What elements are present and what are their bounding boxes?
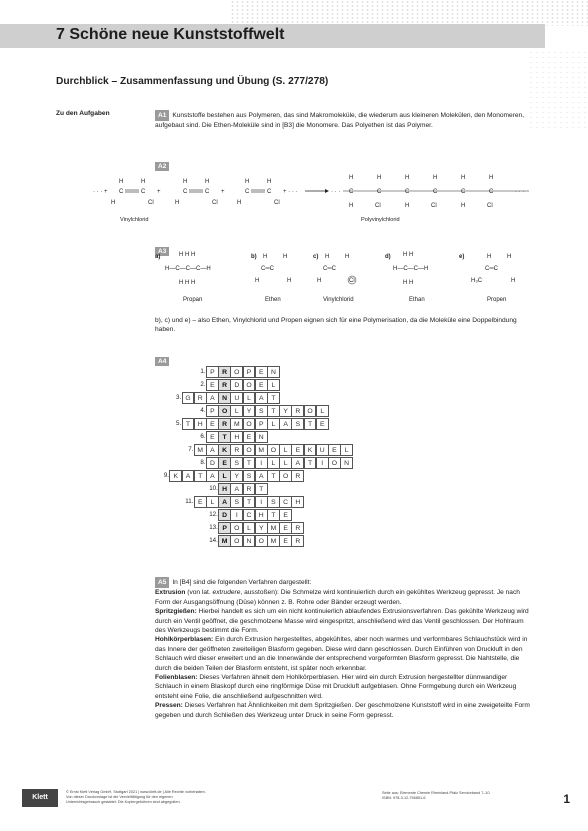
svg-text:C: C: [205, 189, 210, 195]
svg-text:C═C: C═C: [323, 266, 336, 272]
svg-text:H: H: [507, 254, 512, 260]
footer-left-line2: Von dieser Druckvorlage ist die Vervielfältigung für den eigenen: [66, 795, 173, 800]
svg-text:H H H: H H H: [179, 280, 196, 286]
svg-text:C: C: [349, 189, 354, 195]
crossword-cell: O: [304, 405, 317, 417]
crossword-row: [164, 443, 353, 456]
svg-text:· · · +: · · · +: [93, 189, 108, 195]
crossword-row: [152, 391, 280, 404]
crossword-cell: H: [194, 418, 207, 430]
crossword-cell: R: [218, 379, 231, 391]
svg-text:Cl: Cl: [375, 203, 381, 209]
crossword-cell: O: [230, 522, 243, 534]
crossword-cell: S: [255, 405, 268, 417]
svg-text:Cl: Cl: [487, 203, 493, 209]
crossword-cell: T: [267, 509, 280, 521]
crossword-row: [177, 456, 353, 469]
crossword-cell: E: [279, 522, 292, 534]
crossword-row: [189, 508, 292, 521]
crossword-row: [189, 534, 304, 547]
a3-name-b: Ethen: [265, 297, 281, 303]
svg-text:H H: H H: [403, 252, 414, 258]
crossword-cell: O: [267, 444, 280, 456]
a5-hohl-head: Hohlkörperblasen:: [155, 636, 214, 644]
crossword-cell: O: [218, 405, 231, 417]
crossword-cell: L: [206, 496, 219, 508]
crossword-cell: M: [267, 522, 280, 534]
chapter-title: 7 Schöne neue Kunststoffwelt: [56, 26, 285, 43]
svg-text:H: H: [283, 254, 288, 260]
crossword-cell: M: [194, 444, 207, 456]
crossword-cell: L: [230, 405, 243, 417]
a4-tag: A4: [155, 357, 169, 366]
svg-text:Cl: Cl: [431, 203, 437, 209]
crossword-cell: L: [279, 444, 292, 456]
crossword-cell: S: [230, 457, 243, 469]
crossword-row: [152, 417, 328, 430]
crossword-cell: P: [218, 522, 231, 534]
crossword-cell: T: [182, 418, 195, 430]
crossword-cell: L: [243, 392, 256, 404]
crossword-cell: Y: [279, 405, 292, 417]
crossword-cell: A: [291, 457, 304, 469]
a2-label-right: Polyvinylchlorid: [361, 217, 400, 223]
svg-text:H: H: [111, 200, 116, 206]
a3-name-c: Vinylchlorid: [323, 297, 354, 303]
crossword-number: 9.: [163, 472, 169, 479]
crossword-cell: Y: [230, 470, 243, 482]
svg-text:H: H: [345, 254, 350, 260]
crossword-cell: T: [304, 418, 317, 430]
svg-text:C: C: [141, 189, 146, 195]
svg-text:H: H: [511, 278, 516, 284]
crossword-cell: R: [194, 392, 207, 404]
a5-folien-head: Folienblasen:: [155, 674, 198, 682]
a3-letter-d: d): [385, 254, 391, 260]
svg-text:C═C: C═C: [485, 266, 498, 272]
svg-text:C: C: [119, 189, 124, 195]
section-subtitle: Durchblick – Zusammenfassung und Übung (S. 277/278): [56, 76, 329, 87]
crossword-cell: O: [230, 535, 243, 547]
crossword-cell: G: [182, 392, 195, 404]
a3-letter-e: e): [459, 254, 465, 260]
svg-text:H₃C: H₃C: [471, 278, 483, 284]
crossword-cell: E: [291, 444, 304, 456]
crossword-cell: L: [279, 457, 292, 469]
svg-text:H—C—C—H: H—C—C—H: [393, 266, 429, 272]
crossword-cell: O: [243, 418, 256, 430]
svg-text:C: C: [405, 189, 410, 195]
footer-left-line1: © Ernst Klett Verlag GmbH, Stuttgart 2021 | www.klett.de | Alle Rechte vorbehalten.: [66, 790, 206, 794]
svg-text:H: H: [245, 179, 250, 185]
svg-text:H: H: [183, 179, 188, 185]
svg-text:H: H: [433, 175, 438, 181]
crossword-number: 10.: [209, 485, 218, 492]
svg-text:H: H: [141, 179, 146, 185]
crossword-row: [177, 404, 329, 417]
svg-text:Cl: Cl: [212, 200, 218, 206]
crossword-cell: K: [169, 470, 182, 482]
crossword-row: [177, 430, 268, 443]
crossword-cell: I: [316, 457, 329, 469]
svg-text:Cl: Cl: [349, 278, 355, 284]
a5-spritz-head: Spritzgießen:: [155, 608, 197, 616]
crossword-cell: N: [255, 431, 268, 443]
a5-pressen-text: Dieses Verfahren hat Ähnlichkeiten mit dem Spritzgießen. Der geschmolzene Kunststoff wird in eine zweigeteilte Form gegeben und durch Schließen des Werkzeug unter Druck in seine Form gepresst.: [155, 702, 530, 719]
a3-structural-formulas: [155, 250, 535, 310]
crossword-cell: C: [243, 509, 256, 521]
a5-spritz-text: Hierbei handelt es sich um ein nicht kontinuierlich ablaufendes Extrusionsverfahren. Das gekühlte Werkzeug wird durch ein Ventil geöffnet, die geschmolzene Masse wird eingespritzt, anschließend wird das Ventil geschlossen. Der Hohlraum des Werkzeugs bestimmt die Form.: [155, 608, 529, 635]
crossword-cell: L: [267, 379, 280, 391]
chapter-header: [0, 24, 545, 48]
a5-pressen-head: Pressen:: [155, 702, 183, 710]
svg-text:H: H: [237, 200, 242, 206]
footer-mid-line2: ISBN: 978-3-12-756851-6: [382, 796, 426, 801]
crossword-cell: E: [206, 418, 219, 430]
crossword-cell: E: [328, 444, 341, 456]
crossword-cell: D: [218, 509, 231, 521]
footer-copyright: [66, 790, 236, 806]
svg-text:C: C: [377, 189, 382, 195]
crossword-cell: S: [230, 496, 243, 508]
crossword-cell: T: [267, 405, 280, 417]
a3-name-a: Propan: [183, 297, 203, 303]
a5-hohl-text: Ein durch Extrusion hergestelltes, abgekühltes, aber noch warmes und verformbares Schlauchstück wird in das Innere der geöffneten zweiteiligen Blasform gegeben. Diese wird dann geschlossen. Durch Einführen von Druckluft in den Schlauch wird dieser erweitert und an die Innenwände der entsprechend vorgeformten Blasform gepresst. Die Nahtstelle, die durch die beiden Teilen der Blasform entsteht, ist später noch erkennbar.: [155, 636, 528, 672]
svg-text:· · ·: · · ·: [515, 189, 525, 195]
crossword-cell: U: [316, 444, 329, 456]
crossword-cell: Y: [243, 405, 256, 417]
crossword-cell: Y: [255, 522, 268, 534]
svg-text:H: H: [487, 254, 492, 260]
crossword-cell: O: [328, 457, 341, 469]
footer-mid-line1: Seite aus: Elemente Chemie Rheinland-Pfalz Serviceband 7–10: [382, 791, 490, 795]
crossword-cell: M: [267, 535, 280, 547]
crossword-cell: H: [230, 431, 243, 443]
svg-text:C: C: [461, 189, 466, 195]
crossword-cell: T: [267, 392, 280, 404]
crossword-cell: A: [206, 392, 219, 404]
svg-text:H: H: [461, 175, 466, 181]
a2-tag: A2: [155, 162, 169, 171]
a2-tag-wrap: [155, 155, 172, 173]
crossword-cell: E: [194, 496, 207, 508]
a3-name-e: Propen: [487, 297, 507, 303]
crossword-cell: A: [182, 470, 195, 482]
crossword-cell: N: [243, 535, 256, 547]
crossword-cell: O: [243, 379, 256, 391]
a3-letter-a: a): [155, 254, 161, 260]
a5-extrusion-latin: extrudere: [212, 589, 241, 597]
crossword-cell: O: [230, 366, 243, 378]
crossword-cell: L: [340, 444, 353, 456]
svg-text:H: H: [119, 179, 124, 185]
crossword-number: 12.: [209, 511, 218, 518]
klett-logo: Klett: [22, 789, 58, 807]
crossword-row: [177, 365, 280, 378]
a5-intro: In [B4] sind die folgenden Verfahren dargestellt:: [172, 579, 312, 586]
svg-text:H: H: [405, 203, 410, 209]
a4-tag-wrap: [155, 350, 172, 368]
crossword-cell: O: [279, 470, 292, 482]
crossword-number: 2.: [200, 381, 206, 388]
side-label: Zu den Aufgaben: [56, 110, 110, 117]
svg-text:H: H: [325, 254, 330, 260]
crossword-cell: A: [279, 418, 292, 430]
crossword-cell: R: [218, 366, 231, 378]
crossword-cell: R: [291, 470, 304, 482]
crossword-cell: S: [267, 496, 280, 508]
svg-text:H: H: [263, 254, 268, 260]
crossword-cell: M: [255, 444, 268, 456]
a5-extrusion-paren-a: (von lat.: [185, 589, 213, 597]
crossword-cell: A: [255, 470, 268, 482]
svg-text:C: C: [183, 189, 188, 195]
footer-left-line3: Unterrichtsgebrauch gestattet. Die Kopiergebühren sind abgegolten.: [66, 800, 181, 805]
crossword-row: [189, 482, 268, 495]
svg-text:H: H: [349, 203, 354, 209]
crossword-cell: R: [291, 535, 304, 547]
page-number: 1: [563, 792, 570, 806]
crossword-number: 1.: [200, 368, 206, 375]
crossword-number: 8.: [200, 459, 206, 466]
crossword-cell: T: [243, 457, 256, 469]
svg-text:H: H: [461, 203, 466, 209]
a5-block: [155, 577, 535, 720]
svg-text:Cl: Cl: [148, 200, 154, 206]
a1-block: [155, 110, 535, 131]
a1-text: Kunststoffe bestehen aus Polymeren, das sind Makromoleküle, die wiederum aus kleineren Molekülen, den Monomeren, aufgebaut sind. Die Ethen-Moleküle sind in [B3] die Monomere. Das Polyethen ist das Polymer.: [155, 112, 525, 130]
svg-text:C: C: [433, 189, 438, 195]
svg-text:H: H: [287, 278, 292, 284]
crossword-cell: R: [291, 405, 304, 417]
crossword-cell: E: [255, 366, 268, 378]
a5-tag: A5: [155, 577, 169, 588]
crossword-cell: I: [230, 509, 243, 521]
crossword-number: 13.: [209, 524, 218, 531]
crossword-cell: M: [230, 418, 243, 430]
crossword-cell: E: [279, 535, 292, 547]
a5-extrusion-text: Die Schmelze wird kontinuierlich durch ein gekühltes Werkzeug gepresst. Je nach Form der Ausgangsöffnung (Düse) können z. B. Rohre oder Bänder erzeugt werden.: [155, 589, 520, 606]
crossword-cell: L: [267, 457, 280, 469]
crossword-cell: N: [267, 366, 280, 378]
crossword-cell: A: [255, 392, 268, 404]
crossword-cell: H: [291, 496, 304, 508]
svg-text:· · ·: · · ·: [331, 189, 341, 195]
crossword-cell: E: [243, 431, 256, 443]
a5-extrusion-head: Extrusion: [155, 589, 186, 597]
crossword-cell: R: [230, 444, 243, 456]
crossword-cell: I: [255, 457, 268, 469]
crossword-cell: N: [340, 457, 353, 469]
decorative-dot-pattern: [230, 0, 588, 26]
crossword-cell: D: [230, 379, 243, 391]
crossword-cell: T: [194, 470, 207, 482]
footer-source: [382, 791, 542, 801]
svg-text:C: C: [489, 189, 494, 195]
crossword-cell: I: [255, 496, 268, 508]
crossword-number: 7.: [188, 446, 194, 453]
crossword-cell: P: [243, 366, 256, 378]
crossword-cell: E: [206, 431, 219, 443]
crossword-cell: O: [255, 535, 268, 547]
svg-text:C═C: C═C: [261, 266, 274, 272]
svg-text:H: H: [175, 200, 180, 206]
svg-text:Cl: Cl: [274, 200, 280, 206]
crossword-cell: T: [304, 457, 317, 469]
crossword-cell: P: [206, 405, 219, 417]
crossword-cell: E: [255, 379, 268, 391]
crossword-cell: M: [218, 535, 231, 547]
crossword-cell: A: [206, 444, 219, 456]
crossword-cell: S: [291, 418, 304, 430]
svg-text:+: +: [221, 189, 225, 195]
svg-text:H: H: [205, 179, 210, 185]
crossword-row: [140, 469, 304, 482]
a3-letter-c: c): [313, 254, 319, 260]
crossword-cell: H: [255, 509, 268, 521]
a3-tag: A3: [155, 247, 169, 256]
crossword-cell: A: [230, 483, 243, 495]
crossword-cell: N: [218, 392, 231, 404]
crossword-cell: U: [230, 392, 243, 404]
crossword-cell: T: [218, 431, 231, 443]
a3-letter-b: b): [251, 254, 257, 260]
crossword-cell: E: [279, 509, 292, 521]
crossword-cell: K: [304, 444, 317, 456]
crossword-cell: R: [291, 522, 304, 534]
crossword-row: [177, 378, 280, 391]
crossword-number: 5.: [176, 420, 182, 427]
crossword-cell: D: [206, 457, 219, 469]
a5-extrusion-paren-b: , ausstoßen):: [240, 589, 281, 597]
svg-text:H: H: [489, 175, 494, 181]
svg-text:H: H: [349, 175, 354, 181]
crossword-cell: R: [218, 418, 231, 430]
crossword-cell: E: [316, 418, 329, 430]
svg-text:H: H: [405, 175, 410, 181]
crossword-number: 11.: [185, 498, 194, 505]
svg-text:C: C: [245, 189, 250, 195]
crossword-cell: L: [218, 470, 231, 482]
svg-text:+ · · ·: + · · ·: [283, 189, 298, 195]
crossword-cell: T: [267, 470, 280, 482]
svg-text:+: +: [157, 189, 161, 195]
a3-name-d: Ethan: [409, 297, 425, 303]
crossword-cell: C: [279, 496, 292, 508]
svg-text:H—C—C—C—H: H—C—C—C—H: [165, 266, 211, 272]
crossword-cell: L: [316, 405, 329, 417]
crossword-cell: S: [243, 470, 256, 482]
crossword-row: [189, 521, 304, 534]
crossword-cell: P: [255, 418, 268, 430]
crossword-row: [164, 495, 304, 508]
svg-text:H: H: [317, 278, 322, 284]
crossword-cell: E: [206, 379, 219, 391]
svg-text:H: H: [267, 179, 272, 185]
crossword-cell: L: [267, 418, 280, 430]
decorative-dot-pattern-small: [528, 50, 588, 130]
crossword-cell: A: [218, 496, 231, 508]
a3-note: b), c) und e) – also Ethen, Vinylchlorid und Propen eignen sich für eine Polymerisation, da die Moleküle eine Doppelbindung haben.: [155, 317, 517, 334]
crossword-number: 14.: [209, 537, 218, 544]
crossword-number: 3.: [176, 394, 182, 401]
crossword-cell: K: [218, 444, 231, 456]
svg-text:H: H: [377, 175, 382, 181]
crossword-cell: E: [218, 457, 231, 469]
svg-text:H: H: [255, 278, 260, 284]
crossword-number: 4.: [200, 407, 206, 414]
crossword-cell: A: [206, 470, 219, 482]
crossword-cell: P: [206, 366, 219, 378]
crossword-cell: L: [243, 522, 256, 534]
svg-text:H H H: H H H: [179, 252, 196, 258]
a5-folien-text: Dieses Verfahren ähnelt dem Hohlkörperblasen. Hier wird ein durch Extrusion hergestellter dünnwandiger Schlauch in einem Blaskopf durch eine ringförmige Düse mit Druckluft aufgeblasen. Ohne Formgebung durch ein Werkzeug entsteht eine Folie, die anschließend aufgeschnitten wird.: [155, 674, 517, 700]
svg-text:H H: H H: [403, 280, 414, 286]
a2-label-left: Vinylchlorid: [120, 217, 149, 223]
a1-tag: A1: [155, 110, 169, 121]
crossword-cell: T: [255, 483, 268, 495]
crossword-cell: R: [243, 483, 256, 495]
crossword-cell: O: [243, 444, 256, 456]
a2-polymerization-equation: [93, 174, 533, 224]
crossword-cell: H: [218, 483, 231, 495]
crossword-number: 6.: [200, 433, 206, 440]
crossword-cell: T: [243, 496, 256, 508]
svg-text:C: C: [267, 189, 272, 195]
